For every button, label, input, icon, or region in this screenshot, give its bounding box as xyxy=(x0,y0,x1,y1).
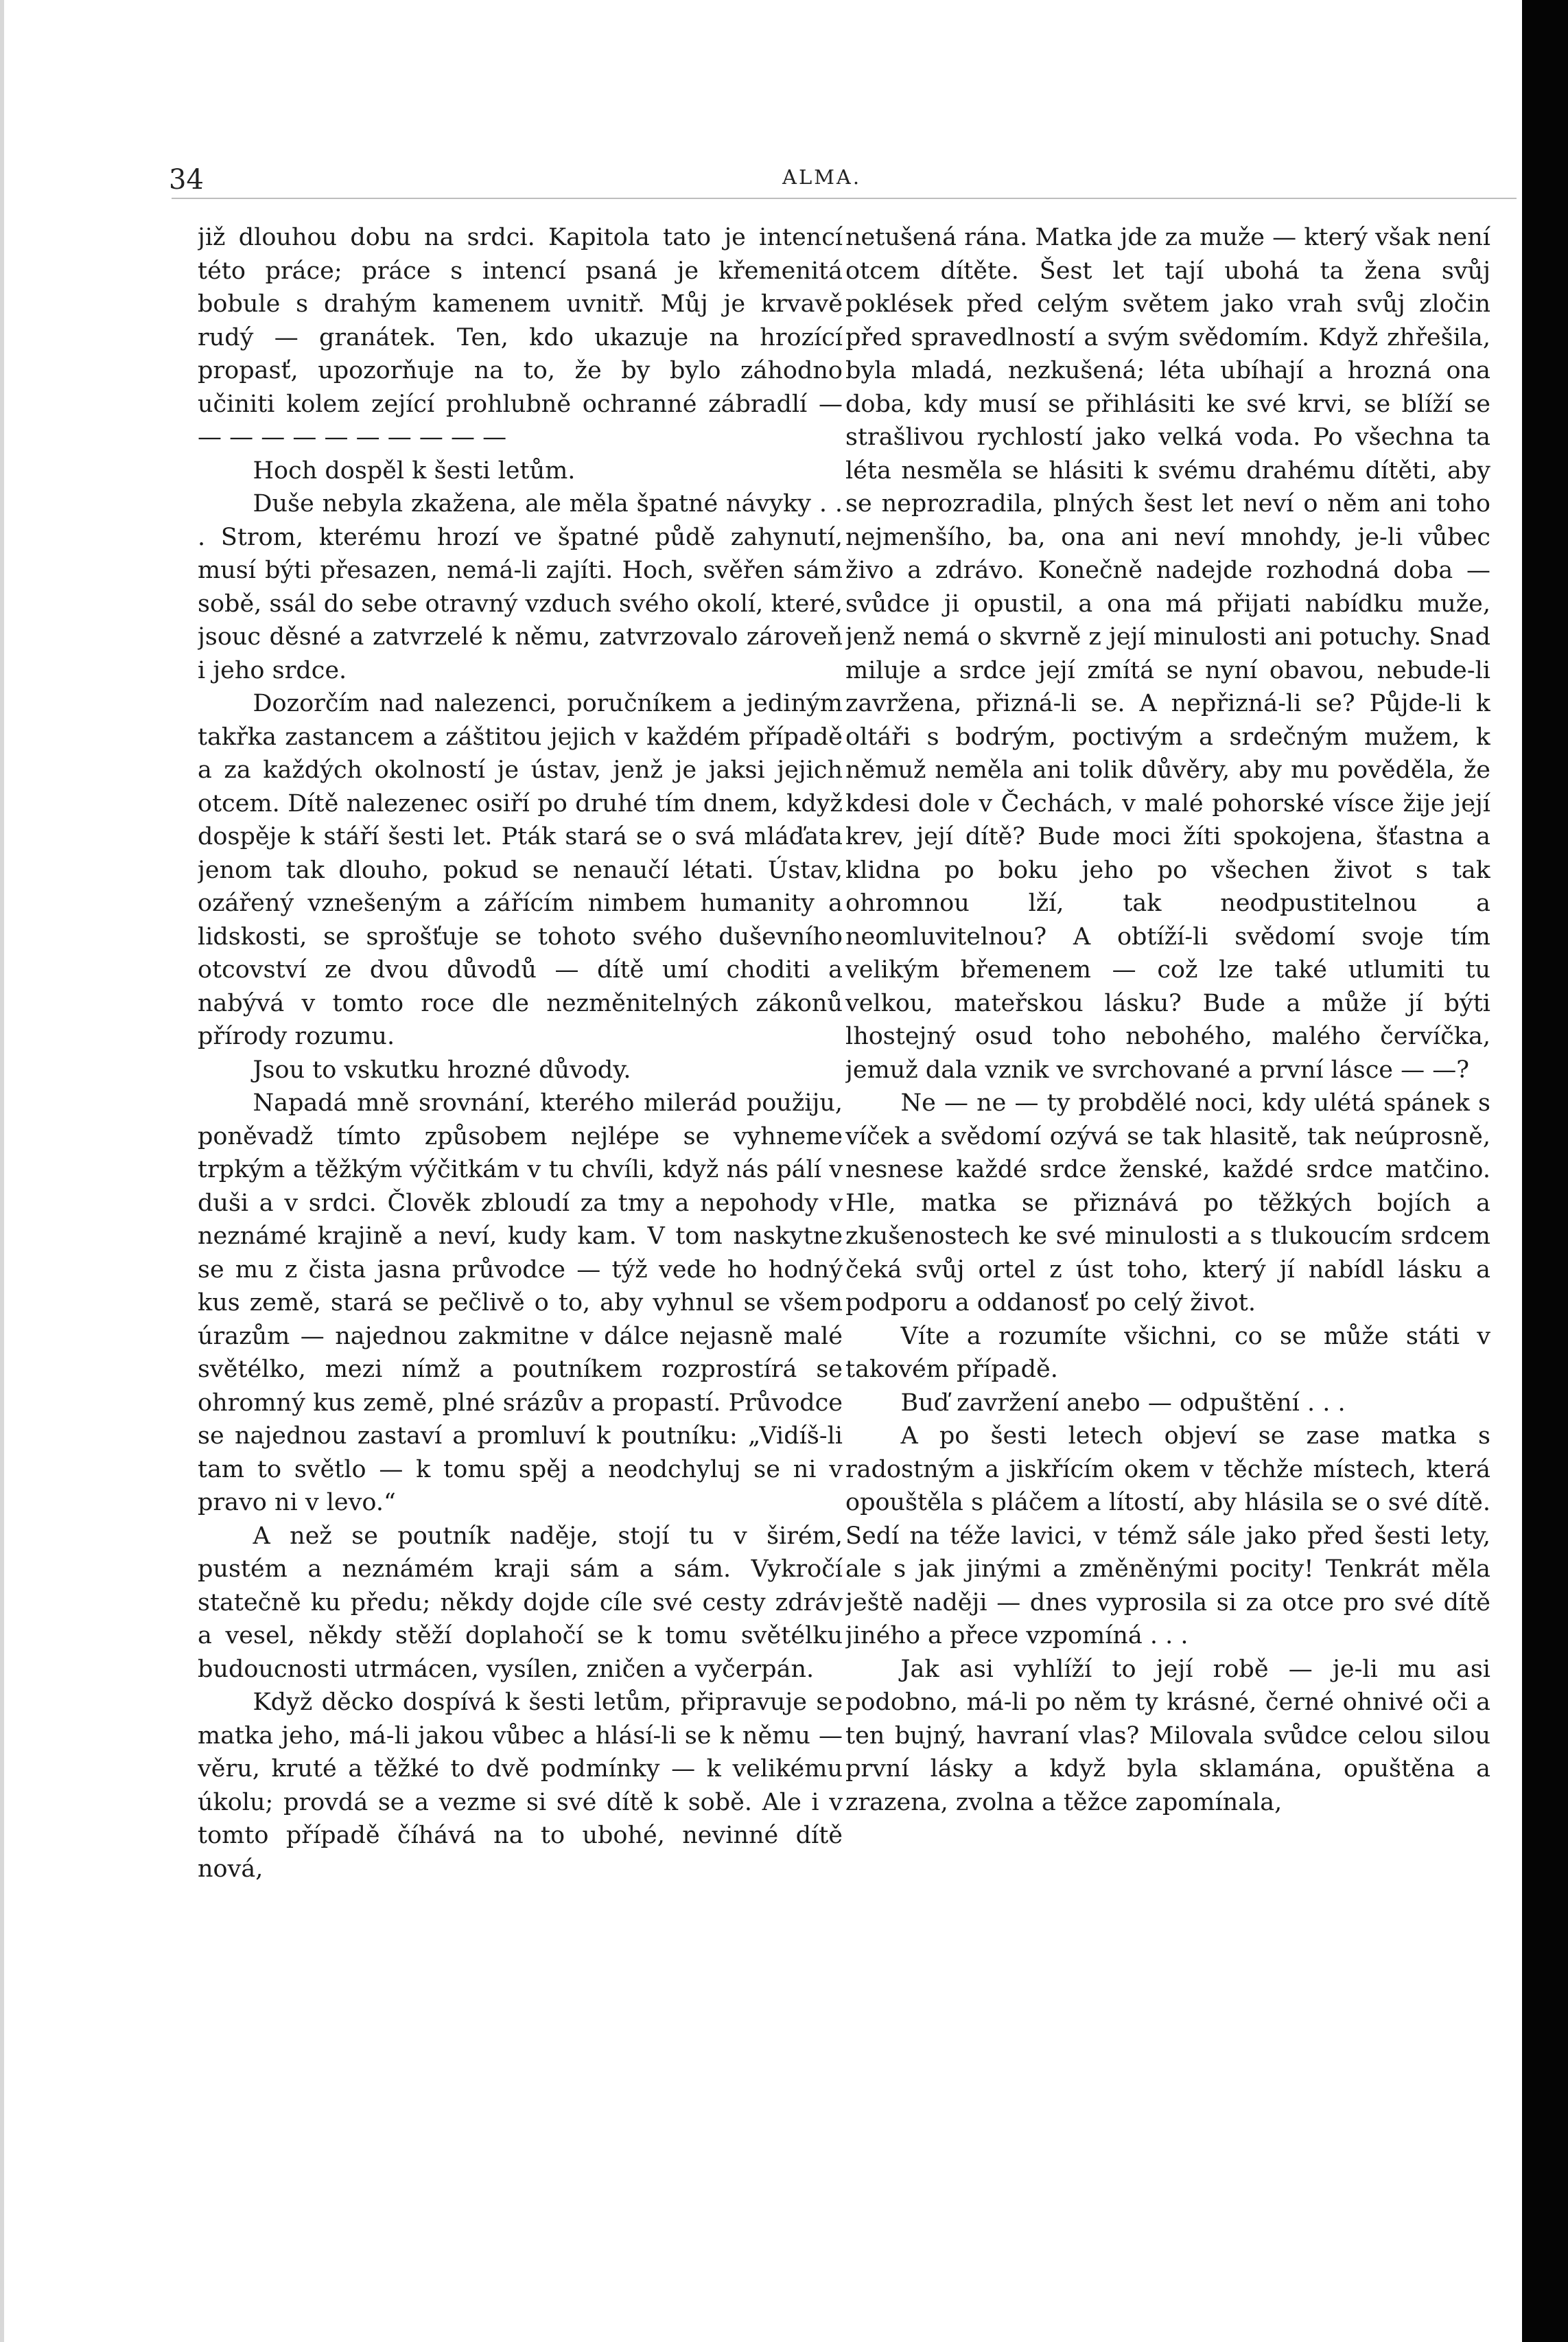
header-rule xyxy=(172,198,1517,199)
right-column xyxy=(845,221,1490,2294)
paragraph: A než se poutník naděje, stojí tu v širém, pustém a neznámém kraji sám a sám. Vykročí statečně ku předu; někdy dojde cíle své cesty zdráv a vesel, někdy stěží doplahočí se k tomu světélku budoucnosti utrmácen, vysílen, zničen a vyčerpán. xyxy=(198,1522,843,1683)
paragraph: Jsou to vskutku hrozné důvody. xyxy=(253,1056,631,1084)
paragraph: Hoch dospěl k šesti letům. xyxy=(253,456,576,485)
left-column xyxy=(198,221,843,2294)
paragraph: netušená rána. Matka jde za muže — který však není otcem dítěte. Šest let tají ubohá ta žena svůj poklések před celým světem jako vrah svůj zločin před spravedlností a svým svědomím. Když zhřešila, byla mladá, nezkušená; léta ubíhají a hrozná ona doba, kdy musí se přihlásiti ke své krvi, se blíží se strašlivou rychlostí jako velká voda. Po všechna ta léta nesměla se hlásiti k svému drahému dítěti, aby se neprozradila, plných šest let neví o něm ani toho nejmenšího, ba, ona ani neví mnohdy, je-li vůbec živo a zdrávo. Konečně nadejde rozhodná doba — svůdce ji opustil, a ona má přijati nabídku muže, jenž nemá o skvrně z její minulosti ani potuchy. Snad miluje a srdce její zmítá se nyní obavou, nebude-li zavržena, přizná-li se. A nepřizná-li se? Půjde-li k oltáři s bodrým, poctivým a srdečným mužem, k němuž neměla ani tolik důvěry, aby mu pověděla, že kdesi dole v Čechách, v malé pohorské vísce žije její krev, její dítě? Bude moci žíti spokojena, šťastna a klidna po boku jeho po všechen život s tak ohromnou lží, tak neodpustitelnou a neomluvitelnou? A obtíží-li svědomí svoje tím velikým břemenem — což lze také utlumiti tu velkou, mateřskou lásku? Bude a může jí býti lhostejný osud toho nebohého, malého červíčka, jemuž dala vznik ve svrchované a první lásce — —? xyxy=(845,224,1490,1084)
scan-border-right xyxy=(1522,0,1568,2342)
paragraph: již dlouhou dobu na srdci. Kapitola tato je intencí této práce; práce s intencí psaná je křemenitá bobule s drahým kamenem uvnitř. Můj je krvavě rudý — granátek. Ten, kdo ukazuje na hrozící propasť, upozorňuje na to, že by bylo záhodno učiniti kolem zející prohlubně ochranné zábradlí — — — — — — — — — — — xyxy=(198,224,843,451)
paragraph: Buď zavržení anebo — odpuštění . . . xyxy=(900,1389,1346,1417)
page-edge-left xyxy=(0,0,4,2342)
paragraph: Dozorčím nad nalezenci, poručníkem a jediným takřka zastancem a záštitou jejich v každém případě a za každých okolností je ústav, jenž je jaksi jejich otcem. Dítě nalezenec osiří po druhé tím dnem, když dospěje k stáří šesti let. Pták stará se o svá mláďata jenom tak dlouho, pokud se nenaučí létati. Ústav, ozářený vznešeným a zářícím nimbem humanity a lidskosti, se sprošťuje se tohoto svého duševního otcovství ze dvou důvodů — dítě umí choditi a nabývá v tomto roce dle nezměnitelných zákonů přírody rozumu. xyxy=(198,690,843,1050)
paragraph: Když děcko dospívá k šesti letům, připravuje se matka jeho, má-li jakou vůbec a hlásí-li se k němu — věru, kruté a těžké to dvě podmínky — k velikému úkolu; provdá se a vezme si své dítě k sobě. Ale i v tomto případě číhává na to ubohé, nevinné dítě nová, xyxy=(198,1689,843,1883)
paragraph: Napadá mně srovnání, kterého milerád použiju, poněvadž tímto způsobem nejlépe se vyhneme trpkým a těžkým výčitkám v tu chvíli, když nás pálí v duši a v srdci. Člověk zbloudí za tmy a nepohody v neznámé krajině a neví, kudy kam. V tom naskytne se mu z čista jasna průvodce — týž vede ho hodný kus země, stará se pečlivě o to, aby vyhnul se všem úrazům — najednou zakmitne v dálce nejasně malé světélko, mezi nímž a poutníkem rozprostírá se ohromný kus země, plné srázův a propastí. Průvodce se najednou zastaví a promluví k poutníku: „Vidíš-li tam to světlo — k tomu spěj a neodchyluj se ni v pravo ni v levo.“ xyxy=(198,1089,843,1516)
paragraph: A po šesti letech objeví se zase matka s radostným a jiskřícím okem v těchže místech, která opouštěla s pláčem a lítostí, aby hlásila se o své dítě. Sedí na téže lavici, v témž sále jako před šesti lety, ale s jak jinými a změněnými pocity! Tenkrát měla ještě naději — dnes vyprosila si za otce pro své dítě jiného a přece vzpomíná . . . xyxy=(845,1422,1490,1649)
paragraph: Víte a rozumíte všichni, co se může státi v takovém případě. xyxy=(845,1322,1490,1383)
page-number: 34 xyxy=(169,164,204,196)
paragraph: Duše nebyla zkažena, ale měla špatné návyky . . . Strom, kterému hrozí ve špatné půdě zahynutí, musí býti přesazen, nemá-li zajíti. Hoch, svěřen sám sobě, ssál do sebe otravný vzduch svého okolí, které, jsouc děsné a zatvrzelé k němu, zatvrzovalo zároveň i jeho srdce. xyxy=(198,490,843,684)
running-title: ALMA. xyxy=(782,165,862,189)
paragraph: Jak asi vyhlíží to její robě — je-li mu asi podobno, má-li po něm ty krásné, černé ohnivé oči a ten bujný, havraní vlas? Milovala svůdce celou silou první lásky a když byla sklamána, opuštěna a zrazena, zvolna a těžce zapomínala, xyxy=(845,1655,1490,1816)
paragraph: Ne — ne — ty probdělé noci, kdy ulétá spánek s víček a svědomí ozývá se tak hlasitě, tak neúprosně, nesnese každé srdce ženské, každé srdce matčino. Hle, matka se přiznává po těžkých bojích a zkušenostech ke své minulosti a s tlukoucím srdcem čeká svůj ortel z úst toho, který jí nabídl lásku a podporu a oddanosť po celý život. xyxy=(845,1089,1490,1317)
